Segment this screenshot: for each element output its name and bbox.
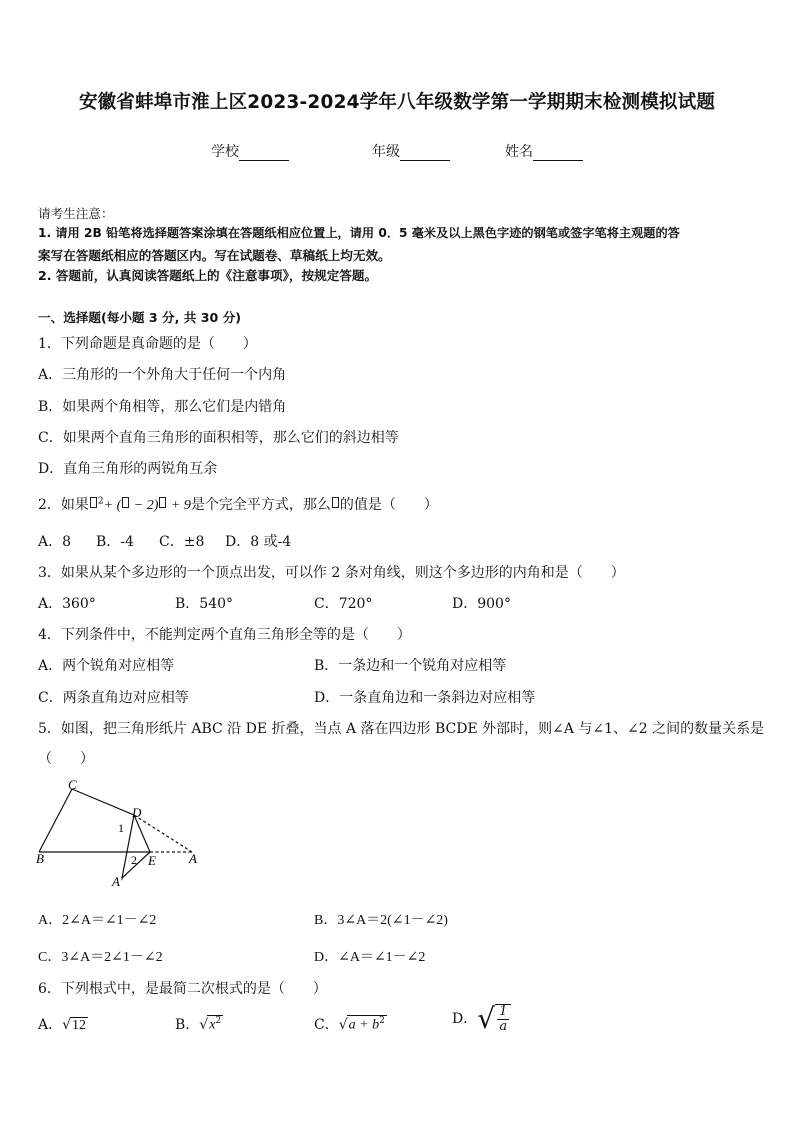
question-3-option-a: A．360°: [38, 596, 96, 612]
question-6-option-d: [452, 1004, 511, 1034]
notice-item-1-line-1: 1. 请用 2B 铅笔将选择题答案涂填在答题纸相应位置上，请用 0．5 毫米及以上黑色字迹的钢笔或签字笔将主观题的答: [38, 226, 680, 240]
option-c-radicand: a + b: [348, 1018, 380, 1033]
option-d-label: D．: [452, 1011, 478, 1027]
question-5-option-a: A．2∠A＝∠1－∠2: [38, 913, 157, 928]
option-c-exponent: 2: [379, 1016, 385, 1027]
radical-icon: √: [199, 1017, 209, 1033]
question-4-option-d: D．一条直角边和一条斜边对应相等: [314, 690, 536, 706]
question-4-stem: 4．下列条件中，不能判定两个直角三角形全等的是（ ）: [38, 627, 411, 643]
label-d: D: [132, 805, 142, 820]
option-d-denominator: a: [499, 1019, 508, 1034]
question-2-suffix-2: 的值是（ ）: [339, 497, 438, 513]
question-2-expr-minus: − 2): [130, 498, 159, 513]
label-angle-1: 1: [118, 821, 124, 835]
option-a-radicand: 12: [72, 1018, 87, 1033]
question-4-option-a: A．两个锐角对应相等: [38, 658, 175, 674]
label-c: C: [68, 777, 77, 792]
question-3-option-d: D．900°: [452, 596, 511, 612]
segment-cb: [39, 789, 72, 852]
question-1-option-d: D．直角三角形的两锐角互余: [38, 461, 218, 477]
question-2-expr-mid: + (: [103, 498, 122, 513]
question-3-option-c: C．720°: [314, 596, 373, 612]
label-e: E: [148, 853, 156, 868]
placeholder-box-icon: [122, 497, 129, 508]
question-2-prefix: 2．如果: [38, 497, 89, 513]
question-2-option-d: D．8 或-4: [225, 534, 292, 550]
school-field: [211, 141, 289, 161]
option-a-label: A．: [38, 1017, 63, 1033]
question-2-option-c: C．±8: [159, 534, 205, 550]
option-b-radicand: x: [209, 1018, 216, 1033]
section-heading: 一、选择题(每小题 3 分, 共 30 分): [38, 310, 242, 325]
question-1-option-b: B．如果两个角相等，那么它们是内错角: [38, 399, 287, 415]
radical-icon: √: [62, 1017, 72, 1033]
question-4-option-c: C．两条直角边对应相等: [38, 690, 189, 706]
question-2-stem: 2．如果 $^2$+ ( − 2) + 9是个完全平方式，那么 的值是（ ）: [38, 496, 438, 513]
question-6-option-b: [175, 1014, 223, 1034]
question-1-option-a: A．三角形的一个外角大于任何一个内角: [38, 367, 287, 383]
question-3-stem: 3．如果从某个多边形的一个顶点出发，可以作 2 条对角线，则这个多边形的内角和是（ ）: [38, 565, 625, 581]
placeholder-box-icon: [159, 497, 166, 508]
placeholder-box-icon: [332, 497, 339, 508]
school-blank: [239, 146, 289, 161]
notice-item-2: 2. 答题前，认真阅读答题纸上的《注意事项》，按规定答题。: [38, 268, 378, 283]
option-c-label: C．: [314, 1017, 339, 1033]
label-a-prime: A′: [112, 874, 123, 889]
question-3-option-b: B．540°: [175, 596, 234, 612]
option-b-exponent: 2: [215, 1016, 222, 1027]
segment-de: [134, 815, 150, 852]
question-5-option-c: C．3∠A＝2∠1－∠2: [38, 950, 163, 965]
question-1-stem: 1．下列命题是真命题的是（ ）: [38, 336, 257, 352]
question-6-option-c: [314, 1014, 387, 1034]
school-label: 学校: [211, 144, 239, 160]
option-d-numerator: 1: [499, 1004, 508, 1019]
question-4-option-b: B．一条边和一个锐角对应相等: [314, 658, 507, 674]
question-2-option-b: B．-4: [96, 534, 134, 550]
notice-item-1-line-2: 案写在答题纸相应的答题区内。写在试题卷、草稿纸上均无效。: [38, 248, 391, 263]
question-5-option-d: D．∠A＝∠1－∠2: [314, 950, 426, 965]
grade-blank: [400, 146, 450, 161]
notice-heading: 请考生注意：: [38, 206, 114, 221]
option-b-label: B．: [175, 1017, 200, 1033]
radical-icon: √: [477, 1002, 496, 1035]
radical-icon: √: [338, 1017, 348, 1033]
segment-da-dashed: [134, 815, 192, 852]
name-blank: [533, 146, 583, 161]
question-5-stem-continued: （ ）: [38, 751, 94, 767]
grade-label: 年级: [372, 144, 400, 160]
question-5-stem: 5．如图，把三角形纸片 ABC 沿 DE 折叠，当点 A 落在四边形 BCDE 外部时，则∠A 与∠1、∠2 之间的数量关系是: [38, 721, 765, 737]
name-field: [505, 141, 583, 161]
fold-triangle-figure: [30, 775, 210, 890]
question-6-stem: 6．下列根式中，是最简二次根式的是（ ）: [38, 981, 327, 997]
question-1-option-c: C．如果两个直角三角形的面积相等，那么它们的斜边相等: [38, 430, 399, 446]
question-2-expr-end: + 9: [167, 498, 191, 513]
label-b: B: [36, 851, 44, 866]
question-6-option-a: [38, 1014, 88, 1034]
segment-cd: [72, 789, 134, 815]
name-label: 姓名: [505, 144, 533, 160]
question-5-option-b: B．3∠A＝2(∠1－∠2): [314, 913, 448, 928]
question-2-suffix: 是个完全平方式，那么: [190, 497, 331, 513]
placeholder-box-icon: [90, 497, 97, 508]
question-2-option-a: A．8: [38, 534, 72, 550]
grade-field: [372, 141, 450, 161]
label-a: A: [189, 851, 197, 866]
page-title: 安徽省蚌埠市淮上区2023-2024学年八年级数学第一学期期末检测模拟试题: [78, 92, 716, 113]
label-angle-2: 2: [131, 853, 137, 867]
